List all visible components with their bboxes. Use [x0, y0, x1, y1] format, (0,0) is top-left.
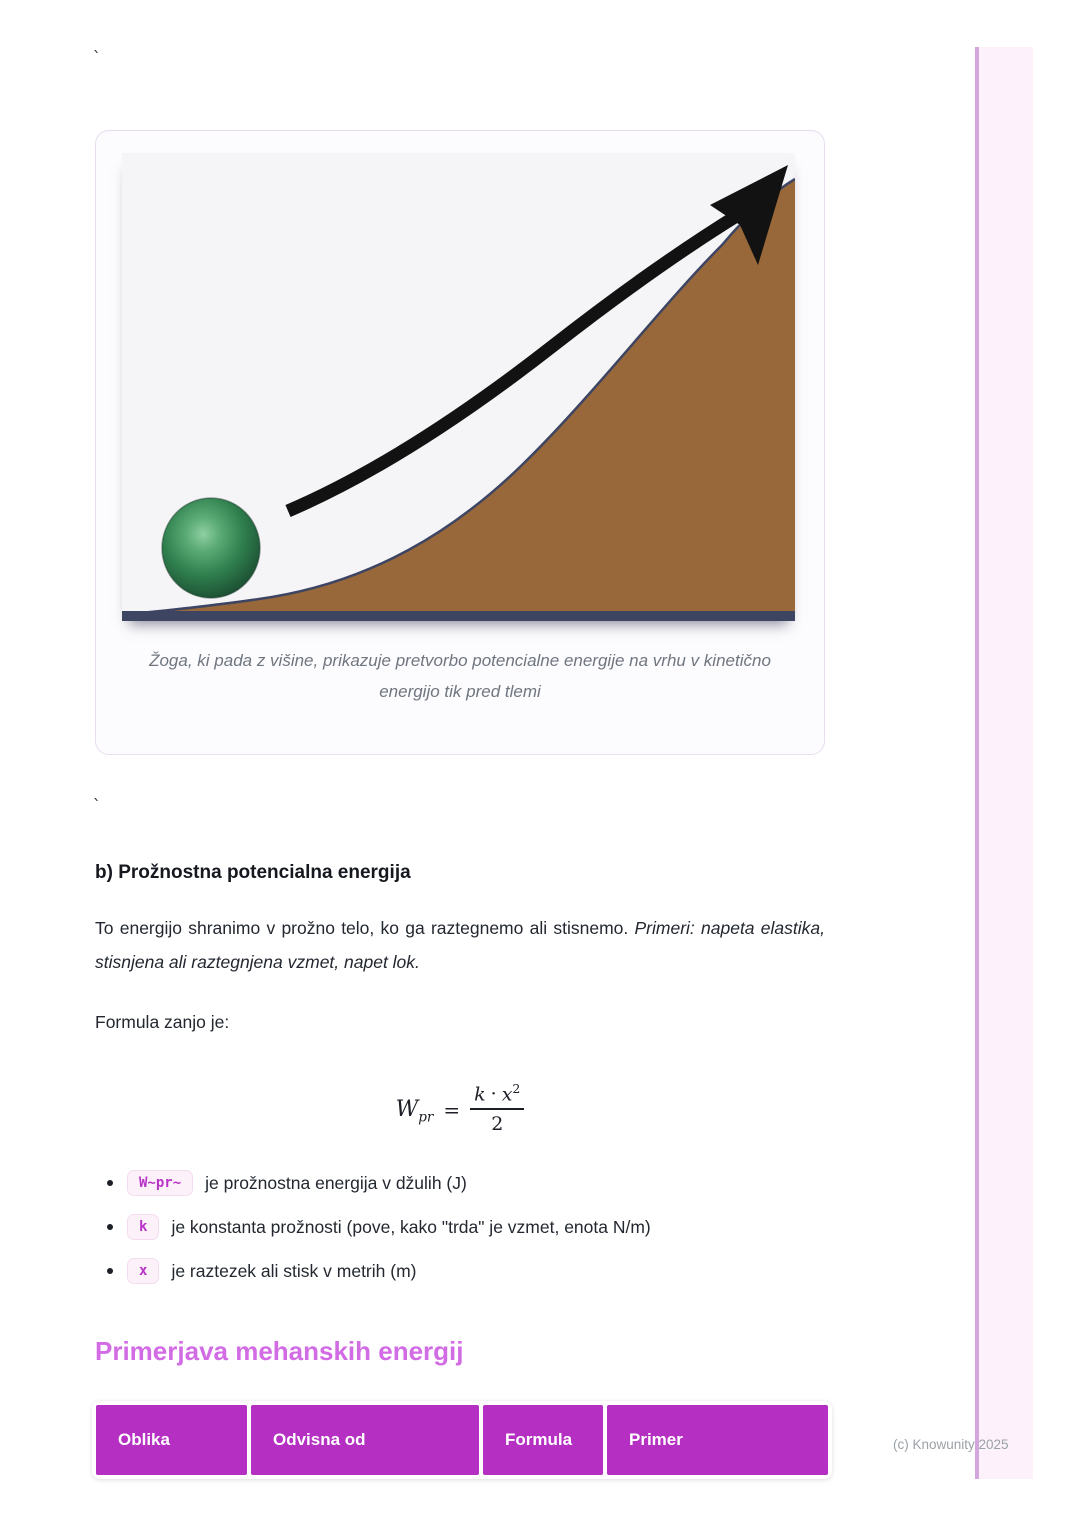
table-header-row	[96, 1405, 828, 1475]
stray-backtick-top: `	[92, 48, 102, 67]
ground-baseline	[122, 611, 795, 621]
formula-lhs	[396, 1097, 434, 1125]
figure-image	[122, 153, 795, 621]
paragraph-italic-text: Primeri: napeta elastika, stisnjena ali raztegnjena vzmet, napet lok.	[95, 918, 825, 972]
code-chip-k: k	[127, 1214, 159, 1240]
table-header-odvisna-od: Odvisna od	[251, 1405, 479, 1475]
list-item-text: je raztezek ali stisk v metrih (m)	[171, 1260, 417, 1281]
ball-on-hill-illustration	[122, 153, 795, 621]
list-item	[95, 1258, 825, 1284]
formula-symbol-x: x	[501, 1083, 513, 1106]
bullet-dot	[107, 1268, 113, 1274]
paragraph-normal-text: To energijo shranimo v prožno telo, ko ga raztegnemo ali stisnemo.	[95, 918, 629, 938]
formula-symbol-W: W	[395, 1096, 419, 1122]
code-chip-x: x	[127, 1258, 159, 1284]
figure-caption: Žoga, ki pada z višine, prikazuje pretvorbo potencialne energije na vrhu v kinetično energijo tik pred tlemi	[149, 651, 771, 701]
formula-subscript: pr	[418, 1109, 434, 1126]
formula-intro: Formula zanjo je:	[95, 1012, 230, 1032]
formula-exponent: 2	[512, 1080, 521, 1096]
definition-list	[95, 1170, 825, 1302]
comparison-table	[92, 1401, 832, 1479]
subsection-heading: b) Prožnostna potencialna energija	[95, 862, 411, 883]
formula-dot: ·	[490, 1083, 497, 1106]
right-sidebar-strip	[975, 47, 1033, 1479]
figure-card	[95, 130, 825, 755]
list-item	[95, 1214, 825, 1240]
table-header-primer: Primer	[607, 1405, 828, 1475]
section-heading-comparison: Primerjava mehanskih energij	[95, 1336, 464, 1366]
list-item	[95, 1170, 825, 1196]
table-header-formula: Formula	[483, 1405, 603, 1475]
list-item-text: je konstanta prožnosti (pove, kako "trda" je vzmet, enota N/m)	[171, 1216, 651, 1237]
table-header-oblika: Oblika	[96, 1405, 247, 1475]
bullet-dot	[107, 1224, 113, 1230]
formula-denominator: 2	[491, 1113, 504, 1136]
formula-fraction	[470, 1081, 524, 1135]
list-item-text: je prožnostna energija v džulih (J)	[205, 1172, 467, 1193]
code-chip-wpr: W~pr~	[127, 1170, 193, 1196]
stray-backtick-mid: `	[92, 796, 102, 815]
body-paragraph	[95, 911, 825, 979]
formula-numerator	[470, 1081, 524, 1108]
elastic-energy-formula	[95, 1072, 825, 1144]
ball-shape	[162, 498, 260, 598]
bullet-dot	[107, 1180, 113, 1186]
watermark-text: (c) Knowunity 2025	[893, 1437, 1009, 1452]
formula-symbol-k: k	[474, 1083, 486, 1106]
formula-equals: =	[443, 1098, 461, 1122]
